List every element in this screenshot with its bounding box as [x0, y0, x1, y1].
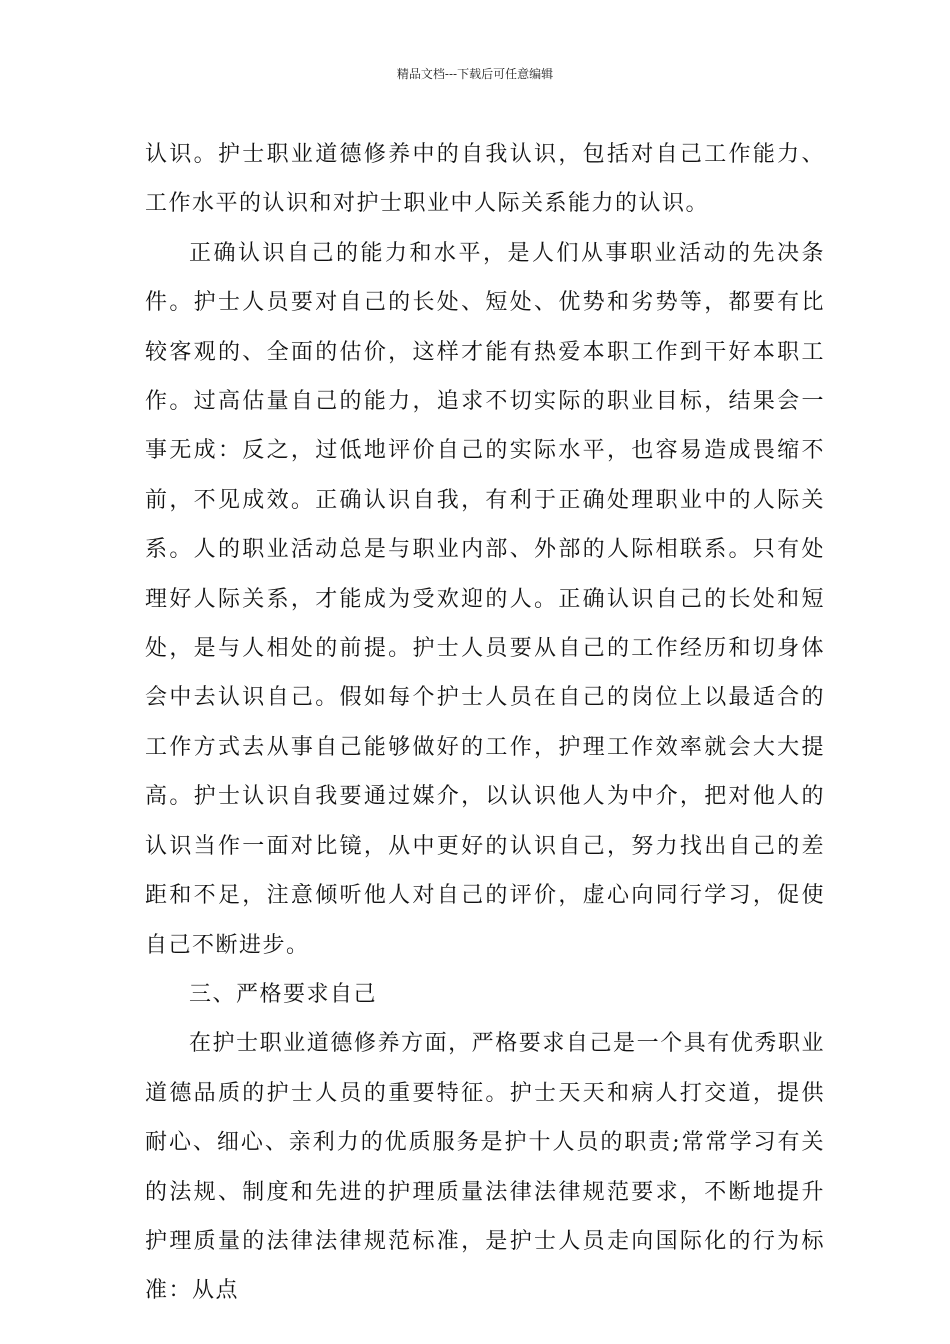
paragraph-self-assessment: 正确认识自己的能力和水平，是人们从事职业活动的先决条件。护士人员要对自己的长处、短处、优势和劣势等，都要有比较客观的、全面的估价，这样才能有热爱本职工作到干好本职工作。过高估量自己的能力，追求不切实际的职业目标，结果会一事无成：反之，过低地评价自己的实际水平，也容易造成畏缩不前，不见成效。正确认识自我，有利于正确处理职业中的人际关系。人的职业活动总是与职业内部、外部的人际相联系。只有处理好人际关系，才能成为受欢迎的人。正确认识自己的长处和短处，是与人相处的前提。护士人员要从自己的工作经历和切身体会中去认识自己。假如每个护士人员在自己的岗位上以最适合的工作方式去从事自己能够做好的工作，护理工作效率就会大大提高。护士认识自我要通过媒介，以认识他人为中介，把对他人的认识当作一面对比镜，从中更好的认识自己，努力找出自己的差距和不足，注意倾听他人对自己的评价，虚心向同行学习，促使自己不断进步。: [145, 240, 825, 958]
page-header: 精品文档---下载后可任意编辑: [396, 67, 554, 81]
paragraph-strict-requirements: 在护士职业道德修养方面，严格要求自己是一个具有优秀职业道德品质的护士人员的重要特征。护士天天和病人打交道，提供耐心、细心、亲利力的优质服务是护十人员的职责;常常学习有关的法规、制度和先进的护理质量法律法律规范要求，不断地提升护理质量的法律法律规范标准，是护士人员走向国际化的行为标准：从点: [145, 1031, 825, 1304]
paragraph-continuation: 认识。护士职业道德修养中的自我认识，包括对自己工作能力、工作水平的认识和对护士职业中人际关系能力的认识。: [145, 142, 825, 217]
body-text: [145, 130, 825, 1316]
section-heading: 三、严格要求自己: [189, 981, 378, 1007]
